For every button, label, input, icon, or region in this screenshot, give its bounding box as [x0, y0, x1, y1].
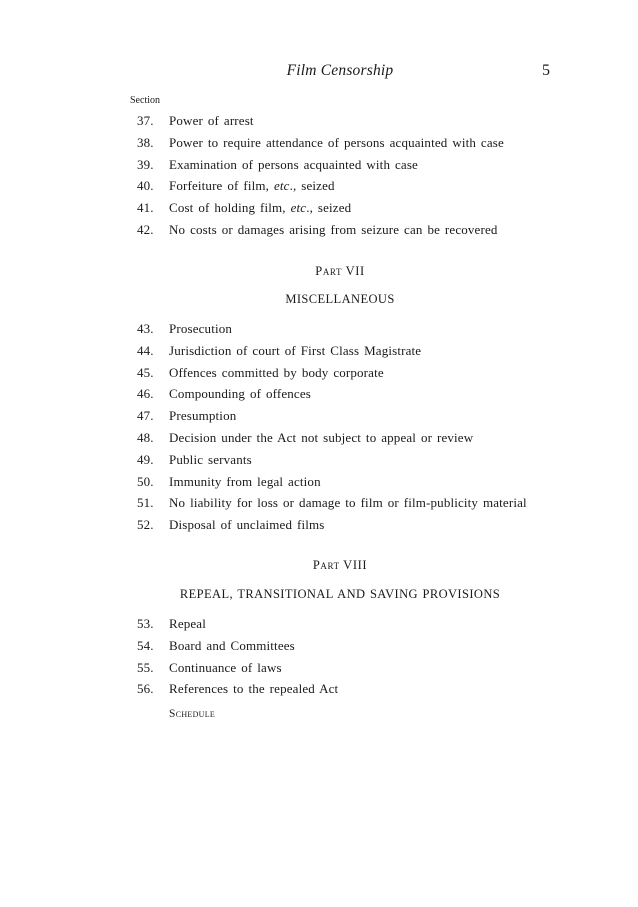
section-number: 46.: [137, 386, 154, 402]
toc-entry: [0, 365, 638, 387]
toc-group-part6: [0, 113, 638, 244]
section-title: Board and Committees: [169, 637, 295, 653]
section-title: Power to require attendance of persons acquainted with case: [169, 134, 504, 150]
section-title: Disposal of unclaimed films: [169, 517, 325, 533]
toc-entry: [0, 638, 638, 660]
section-number: 51.: [137, 495, 154, 511]
part-title: REPEAL, TRANSITIONAL AND SAVING PROVISIONS: [179, 587, 501, 601]
section-number: 56.: [137, 681, 154, 697]
part-heading: [0, 264, 638, 279]
section-number: 50.: [137, 473, 154, 489]
section-number: 39.: [137, 156, 154, 172]
toc-entry: [0, 113, 638, 135]
section-title: Examination of persons acquainted with case: [169, 156, 418, 172]
part-title: MISCELLANEOUS: [285, 292, 395, 306]
section-number: 54.: [137, 637, 154, 653]
section-title: Decision under the Act not subject to appeal or review: [169, 429, 474, 445]
section-number: 49.: [137, 451, 154, 467]
toc-group-part7: [0, 321, 638, 539]
toc-entry: [0, 495, 638, 517]
toc-entry: [0, 474, 638, 496]
section-title: [169, 200, 351, 216]
toc-entry: [0, 517, 638, 539]
section-title: [169, 178, 335, 194]
section-number: 37.: [137, 113, 154, 128]
section-column-label: Section: [130, 95, 160, 106]
toc-entry: [0, 660, 638, 682]
section-title: Compounding of offences: [169, 386, 311, 402]
toc-entry: [0, 616, 638, 638]
section-title-italic: etc: [290, 200, 307, 216]
section-title: References to the repealed Act: [169, 681, 339, 697]
section-title-part: ., seized: [289, 178, 335, 194]
part-label: Part VIII: [312, 558, 368, 572]
section-title: Power of arrest: [169, 113, 254, 128]
section-number: 47.: [137, 408, 154, 424]
section-title-part: Forfeiture of film,: [169, 178, 274, 194]
section-title-part: ., seized: [306, 200, 352, 216]
toc-entry: [0, 222, 638, 244]
toc-group-part8: [0, 616, 638, 703]
toc-entry: [0, 430, 638, 452]
schedule-label: Schedule: [169, 708, 216, 720]
toc-entry: [0, 452, 638, 474]
section-title: Presumption: [169, 408, 237, 424]
section-number: 38.: [137, 134, 154, 150]
section-number: 40.: [137, 178, 154, 194]
toc-entry: [0, 386, 638, 408]
toc-entry: [0, 200, 638, 222]
part-label: Part VII: [315, 264, 365, 278]
toc-entry: [0, 681, 638, 703]
section-title: Continuance of laws: [169, 659, 282, 675]
section-title: No liability for loss or damage to film or film-publicity material: [169, 495, 527, 511]
toc-entry: [0, 135, 638, 157]
toc-entry: [0, 343, 638, 365]
section-number: 44.: [137, 342, 154, 358]
section-number: 41.: [137, 200, 154, 216]
part-heading: [0, 558, 638, 573]
toc-entry: [0, 178, 638, 200]
section-number: 42.: [137, 221, 154, 237]
section-title-italic: etc: [273, 178, 290, 194]
section-number: 55.: [137, 659, 154, 675]
section-title: Offences committed by body corporate: [169, 364, 384, 380]
page-number: 5: [542, 62, 550, 79]
section-title: Jurisdiction of court of First Class Magistrate: [169, 342, 422, 358]
toc-entry: [0, 157, 638, 179]
section-number: 52.: [137, 517, 154, 533]
section-title-part: Cost of holding film,: [169, 200, 291, 216]
section-title: Public servants: [169, 451, 252, 467]
section-number: 43.: [137, 321, 154, 336]
section-title: Immunity from legal action: [169, 473, 321, 489]
running-title: Film Censorship: [286, 62, 394, 79]
toc-entry: [0, 321, 638, 343]
section-number: 53.: [137, 616, 154, 631]
section-title: Prosecution: [169, 321, 233, 336]
section-title: Repeal: [169, 616, 206, 631]
section-number: 48.: [137, 429, 154, 445]
section-number: 45.: [137, 364, 154, 380]
section-title: No costs or damages arising from seizure can be recovered: [169, 221, 498, 237]
toc-entry: [0, 408, 638, 430]
